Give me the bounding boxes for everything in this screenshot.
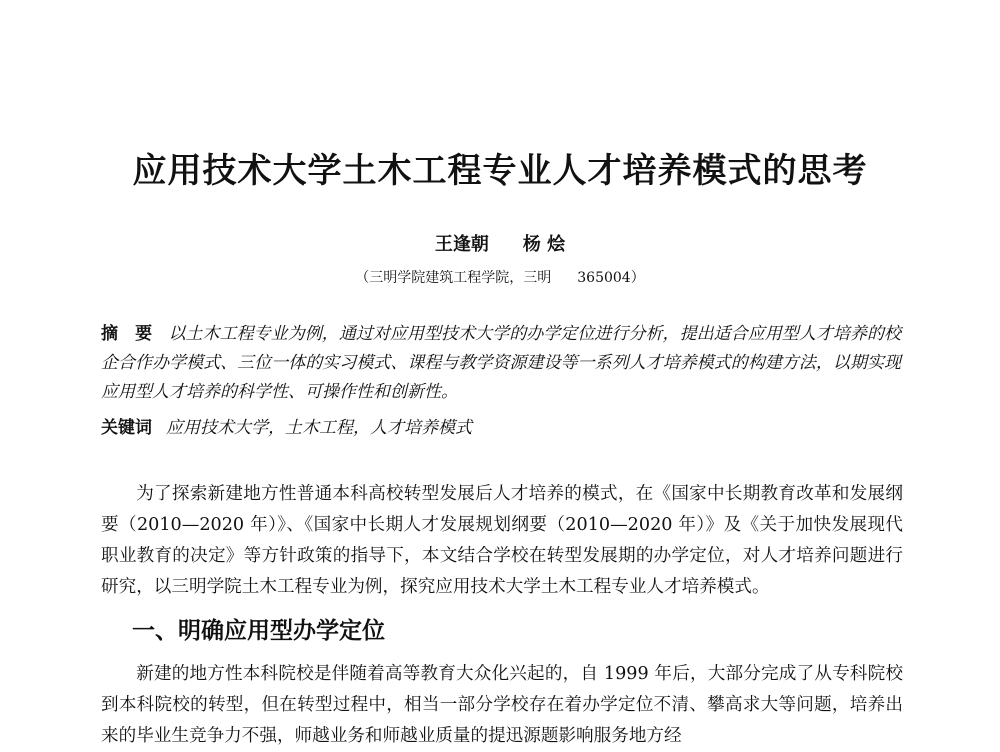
affiliation-text: （三明学院建筑工程学院，三明 xyxy=(355,270,552,286)
author-1: 王逢朝 xyxy=(434,234,489,255)
keywords xyxy=(101,414,901,443)
affiliation xyxy=(0,267,1000,287)
intro-paragraph: 为了探索新建地方性普通本科高校转型发展后人才培养的模式，在《国家中长期教育改革和发展纲要（2010—2020 年）》、《国家中长期人才发展规划纲要（2010—2020 年）》及《关于加快发展现代职业教育的决定》等方针政策的指导下，本文结合学校在转型发展期的办学定位，对人才培养问题进行研究，以三明学院土木工程专业为例，探究应用技术大学土木工程专业人才培养模式。 xyxy=(101,484,903,597)
abstract-text: 以土木工程专业为例，通过对应用型技术大学的办学定位进行分析，提出适合应用型人才培养的校企合作办学模式、三位一体的实习模式、课程与教学资源建设等一系列人才培养模式的构建方法，以期实现应用型人才培养的科学性、可操作性和创新性。 xyxy=(101,324,902,402)
paper-title: 应用技术大学土木工程专业人才培养模式的思考 xyxy=(132,151,868,191)
author-2: 杨 烩 xyxy=(522,234,566,255)
keywords-label: 关键词 xyxy=(101,418,152,438)
affiliation-postcode: 365004） xyxy=(577,270,645,286)
keywords-text: 应用技术大学，土木工程，人才培养模式 xyxy=(166,418,472,438)
author-line xyxy=(0,230,1000,256)
abstract xyxy=(101,320,901,407)
section-paragraph: 新建的地方性本科院校是伴随着高等教育大众化兴起的，自 1999 年后，大部分完成了从专科院校到本科院校的转型，但在转型过程中，相当一部分学校存在着办学定位不清、攀高求大等问题，培养出来的毕业生竞争力不强，师越业务和师越业质量的提迅源题影响服务地方经 xyxy=(101,664,903,746)
section-heading: 一、明确应用型办学定位 xyxy=(132,618,385,644)
abstract-label: 摘 要 xyxy=(101,324,153,344)
